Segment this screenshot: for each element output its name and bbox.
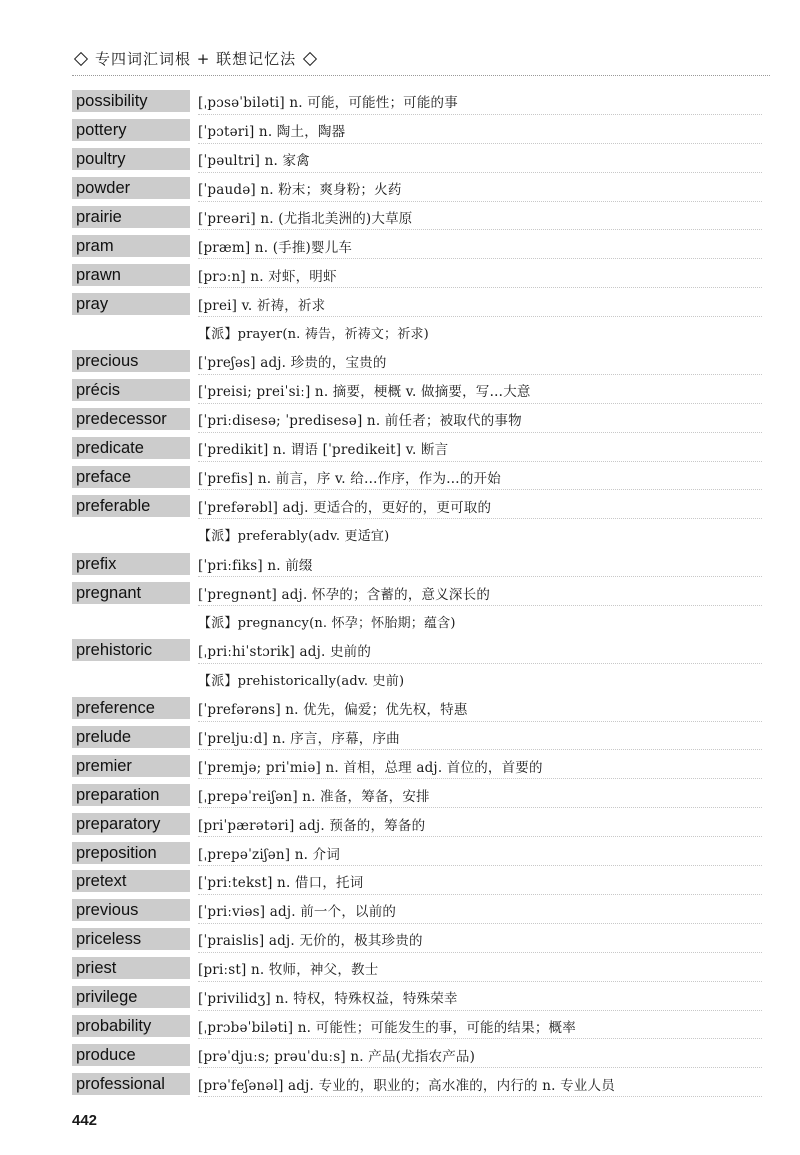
page-number: 442	[72, 1112, 98, 1129]
definition: [ˈpreʃəs] adj. 珍贵的，宝贵的	[198, 355, 387, 372]
entry-row	[72, 491, 772, 520]
entry-row	[72, 289, 772, 318]
definition: [ˈpaudə] n. 粉末；爽身粉；火药	[198, 182, 402, 199]
headword: priceless	[72, 928, 190, 950]
vocabulary-list	[72, 87, 772, 1098]
entry-row	[72, 809, 772, 838]
derivative-row	[72, 520, 772, 549]
headword: prehistoric	[72, 639, 190, 661]
definition: [ˈpreəri] n. (尤指北美洲的)大草原	[198, 211, 413, 227]
entry-row	[72, 260, 772, 289]
headword: previous	[72, 899, 190, 921]
headword: pram	[72, 235, 190, 257]
definition: [ˈpriːviəs] adj. 前一个，以前的	[198, 904, 397, 921]
headword: precious	[72, 350, 190, 372]
definition: [prɔːn] n. 对虾，明虾	[198, 268, 337, 285]
definition: [priːst] n. 牧师，神父，教士	[198, 962, 379, 979]
diamond-icon	[74, 51, 88, 65]
definition: [ˈpregnənt] adj. 怀孕的；含蓄的，意义深长的	[198, 586, 491, 603]
definition: [ˌprepəˈziʃən] n. 介词	[198, 846, 341, 863]
headword: possibility	[72, 90, 190, 112]
entry-row	[72, 203, 772, 232]
headword: prefix	[72, 553, 190, 575]
definition: [ˈpremjə; priˈmiə] n. 首相，总理 adj. 首位的，首要的	[198, 759, 543, 776]
definition: [ˌpɔsəˈbiləti] n. 可能，可能性；可能的事	[198, 95, 458, 112]
definition: [præm] n. (手推)婴儿车	[198, 239, 353, 256]
definition: [ˈprivilidʒ] n. 特权，特殊权益，特殊荣幸	[198, 991, 458, 1008]
definition: [ˈpəultri] n. 家禽	[198, 153, 310, 170]
derivative-row	[72, 665, 772, 694]
headword: prawn	[72, 264, 190, 286]
headword: pottery	[72, 119, 190, 141]
entry-row	[72, 954, 772, 983]
definition: [prei] v. 祈祷，祈求	[198, 297, 326, 314]
entry-row	[72, 780, 772, 809]
derivative-row	[72, 607, 772, 636]
entry-row	[72, 376, 772, 405]
entry-row	[72, 983, 772, 1012]
definition: [ˈpɔtəri] n. 陶土，陶器	[198, 124, 346, 141]
headword: preference	[72, 697, 190, 719]
definition: [ˈpriːdisesə; ˈpredisesə] n. 前任者；被取代的事物	[198, 413, 522, 430]
headword: pray	[72, 293, 190, 315]
headword: premier	[72, 755, 190, 777]
entry-row	[72, 1040, 772, 1069]
headword	[72, 322, 190, 344]
headword: précis	[72, 379, 190, 401]
headword	[72, 610, 190, 632]
entry-row	[72, 925, 772, 954]
entry-row	[72, 723, 772, 752]
entry-row	[72, 463, 772, 492]
entry-row	[72, 838, 772, 867]
headword: priest	[72, 957, 190, 979]
headword: preparatory	[72, 813, 190, 835]
headword: preparation	[72, 784, 190, 806]
definition: [ˈpriːtekst] n. 借口，托词	[198, 875, 364, 892]
headword: professional	[72, 1073, 190, 1095]
entry-row	[72, 145, 772, 174]
entry-row	[72, 549, 772, 578]
headword: probability	[72, 1015, 190, 1037]
entry-row	[72, 867, 772, 896]
definition: [ˈpreljuːd] n. 序言，序幕，序曲	[198, 731, 400, 748]
entry-row	[72, 578, 772, 607]
definition: [ˈpriːfiks] n. 前缀	[198, 557, 313, 574]
derivative: 【派】pregnancy(n. 怀孕；怀胎期；蕴含)	[198, 615, 456, 631]
derivative-row	[72, 318, 772, 347]
headword: preferable	[72, 495, 190, 517]
entry-row	[72, 1012, 772, 1041]
headword	[72, 668, 190, 690]
headword: pretext	[72, 870, 190, 892]
headword: preface	[72, 466, 190, 488]
definition: [prəˈfeʃənəl] adj. 专业的，职业的；高水准的，内行的 n. 专业人员	[198, 1077, 615, 1094]
definition: [prəˈdjuːs; prəuˈduːs] n. 产品(尤指农产品)	[198, 1048, 476, 1065]
diamond-icon	[303, 51, 317, 65]
headword: privilege	[72, 986, 190, 1008]
entry-row	[72, 751, 772, 780]
entry-row	[72, 87, 772, 116]
headword: produce	[72, 1044, 190, 1066]
entry-row	[72, 174, 772, 203]
definition: [ˌpriːhiˈstɔrik] adj. 史前的	[198, 644, 372, 661]
headword: prelude	[72, 726, 190, 748]
entry-row	[72, 347, 772, 376]
definition: [ˈprefis] n. 前言，序 v. 给…作序，作为…的开始	[198, 471, 501, 488]
headword: prairie	[72, 206, 190, 228]
definition: [ˈpredikit] n. 谓语 [ˈpredikeit] v. 断言	[198, 442, 449, 459]
definition: [ˌprepəˈreiʃən] n. 准备，筹备，安排	[198, 788, 430, 805]
headword: predecessor	[72, 408, 190, 430]
derivative: 【派】preferably(adv. 更适宜)	[198, 529, 390, 545]
header-divider	[72, 75, 770, 76]
headword: preposition	[72, 842, 190, 864]
entry-row	[72, 896, 772, 925]
headword: predicate	[72, 437, 190, 459]
derivative: 【派】prayer(n. 祷告，祈祷文；祈求)	[198, 327, 429, 343]
headword: poultry	[72, 148, 190, 170]
entry-row	[72, 636, 772, 665]
entry-row	[72, 405, 772, 434]
headword: pregnant	[72, 582, 190, 604]
definition: [ˌprɔbəˈbiləti] n. 可能性；可能发生的事，可能的结果；概率	[198, 1019, 576, 1036]
definition: [ˈpraislis] adj. 无价的，极其珍贵的	[198, 933, 423, 950]
entry-row	[72, 1069, 772, 1098]
entry-row	[72, 231, 772, 260]
definition: [ˈprefərəns] n. 优先，偏爱；优先权，特惠	[198, 702, 468, 719]
definition: [priˈpærətəri] adj. 预备的，筹备的	[198, 817, 426, 834]
header-title: 专四词汇词根 + 联想记忆法	[95, 50, 297, 68]
derivative: 【派】prehistorically(adv. 史前)	[198, 673, 405, 689]
entry-row	[72, 116, 772, 145]
headword: powder	[72, 177, 190, 199]
definition: [ˈprefərəbl] adj. 更适合的，更好的，更可取的	[198, 499, 492, 516]
page-header	[72, 48, 319, 69]
headword	[72, 524, 190, 546]
definition: [ˈpreisi; preiˈsiː] n. 摘要，梗概 v. 做摘要，写…大意	[198, 384, 531, 401]
entry-row	[72, 434, 772, 463]
entry-row	[72, 694, 772, 723]
